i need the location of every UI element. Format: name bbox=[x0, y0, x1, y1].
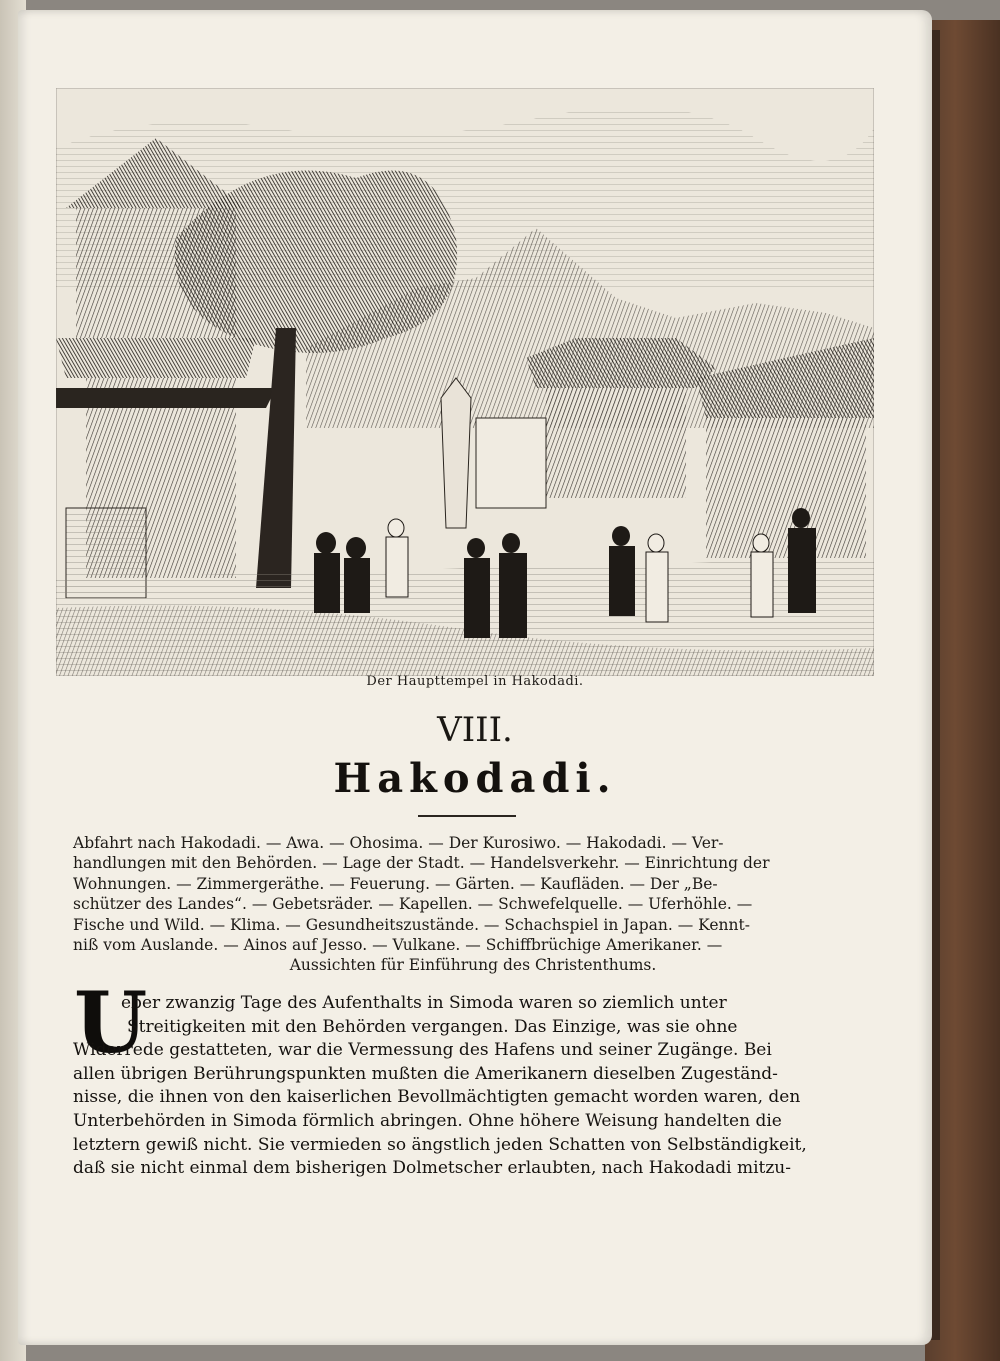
body-line: daß sie nicht einmal dem bisherigen Dolmetscher erlaubten, nach Hakodadi mitzu- bbox=[73, 1158, 791, 1179]
body-line: Unterbehörden in Simoda förmlich abringen. Ohne höhere Weisung handelten die bbox=[73, 1110, 782, 1131]
summary-line: niß vom Auslande. — Ainos auf Jesso. — Vulkane. — Schiffbrüchige Amerikaner. — bbox=[73, 936, 723, 955]
book-page bbox=[18, 10, 932, 1345]
drop-cap: U bbox=[74, 973, 148, 1072]
summary-line: Aussichten für Einführung des Christenthums. bbox=[289, 956, 657, 975]
summary-line: Abfahrt nach Hakodadi. — Awa. — Ohosima. — Der Kurosiwo. — Hakodadi. — Ver- bbox=[73, 834, 724, 852]
summary-line: schützer des Landes“. — Gebetsräder. — Kapellen. — Schwefelquelle. — Uferhöhle. — bbox=[73, 895, 753, 914]
summary-line: handlungen mit den Behörden. — Lage der Stadt. — Handelsverkehr. — Einrichtung der bbox=[73, 854, 770, 873]
chapter-title: Hakodadi. bbox=[333, 755, 617, 802]
body-line: eber zwanzig Tage des Aufenthalts in Simoda waren so ziemlich unter bbox=[121, 993, 727, 1013]
title-rule bbox=[418, 815, 516, 817]
body-line: Widerrede gestatteten, war die Vermessung des Hafens und seiner Zugänge. Bei bbox=[73, 1040, 772, 1061]
illustration-caption: Der Haupttempel in Hakodadi. bbox=[366, 674, 584, 689]
body-line: allen übrigen Berührungspunkten mußten die Amerikanern dieselben Zugeständ- bbox=[73, 1063, 778, 1084]
body-line: nisse, die ihnen von den kaiserlichen Bevollmächtigten gemacht worden waren, den bbox=[73, 1087, 801, 1108]
chapter-number: VIII. bbox=[437, 710, 513, 750]
body-line: letztern gewiß nicht. Sie vermieden so ängstlich jeden Schatten von Selbständigkeit, bbox=[73, 1134, 807, 1155]
body-line: Streitigkeiten mit den Behörden vergangen. Das Einzige, was sie ohne bbox=[127, 1016, 738, 1037]
body-text bbox=[73, 992, 879, 1181]
summary-line: Fische und Wild. — Klima. — Gesundheitszustände. — Schachspiel in Japan. — Kennt- bbox=[73, 915, 750, 934]
temple-engraving bbox=[56, 88, 874, 676]
chapter-summary bbox=[73, 833, 873, 976]
summary-line: Wohnungen. — Zimmergeräthe. — Feuerung. — Gärten. — Kaufläden. — Der „Be- bbox=[73, 874, 718, 893]
